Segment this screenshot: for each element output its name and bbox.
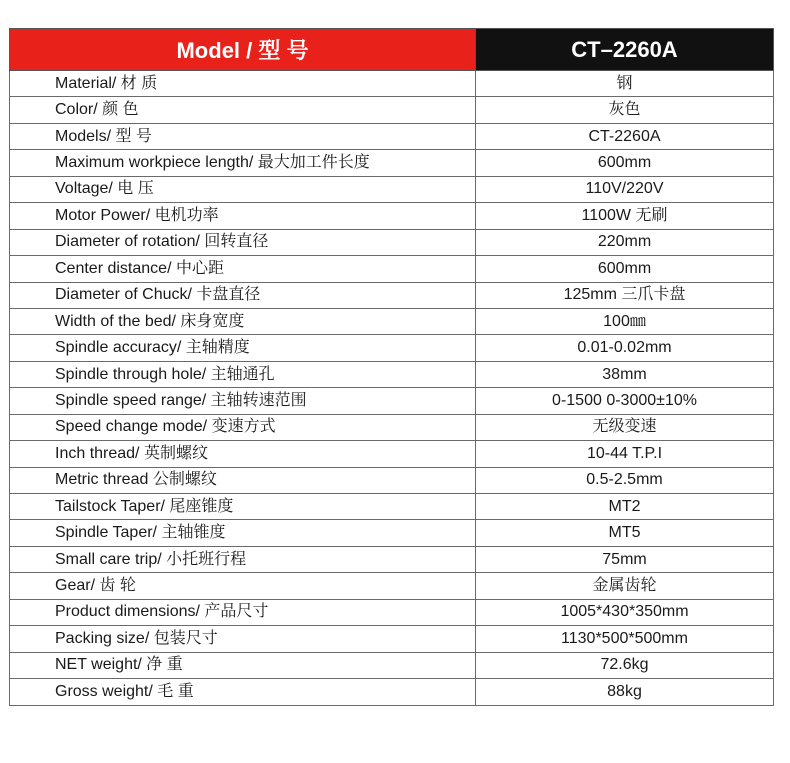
spec-label: NET weight/ 净 重 [10, 652, 476, 678]
table-row [10, 97, 774, 123]
spec-label: Speed change mode/ 变速方式 [10, 414, 476, 440]
table-row [10, 256, 774, 282]
spec-value: CT-2260A [476, 123, 774, 149]
spec-value: 金属齿轮 [476, 573, 774, 599]
table-row [10, 494, 774, 520]
spec-table [9, 28, 774, 706]
table-header-row [10, 29, 774, 71]
table-row [10, 150, 774, 176]
spec-value: MT2 [476, 494, 774, 520]
spec-value: 72.6kg [476, 652, 774, 678]
spec-label: Models/ 型 号 [10, 123, 476, 149]
table-row [10, 599, 774, 625]
model-header: Model / 型 号 [10, 29, 476, 71]
spec-label: Packing size/ 包装尺寸 [10, 626, 476, 652]
spec-value: 无级变速 [476, 414, 774, 440]
spec-value: MT5 [476, 520, 774, 546]
spec-value: 125mm 三爪卡盘 [476, 282, 774, 308]
spec-value: 0.5-2.5mm [476, 467, 774, 493]
spec-label: Spindle Taper/ 主轴锥度 [10, 520, 476, 546]
table-row [10, 441, 774, 467]
table-row [10, 652, 774, 678]
spec-value: 600mm [476, 256, 774, 282]
spec-label: Material/ 材 质 [10, 71, 476, 97]
spec-label: Motor Power/ 电机功率 [10, 203, 476, 229]
table-row [10, 176, 774, 202]
table-row [10, 573, 774, 599]
spec-value: 38mm [476, 361, 774, 387]
spec-label: Spindle accuracy/ 主轴精度 [10, 335, 476, 361]
spec-label: Inch thread/ 英制螺纹 [10, 441, 476, 467]
spec-value: 600mm [476, 150, 774, 176]
table-row [10, 679, 774, 705]
spec-label: Small care trip/ 小托班行程 [10, 546, 476, 572]
spec-label: Diameter of rotation/ 回转直径 [10, 229, 476, 255]
spec-label: Center distance/ 中心距 [10, 256, 476, 282]
table-row [10, 123, 774, 149]
table-row [10, 229, 774, 255]
spec-value: 钢 [476, 71, 774, 97]
spec-label: Maximum workpiece length/ 最大加工件长度 [10, 150, 476, 176]
spec-label: Metric thread 公制螺纹 [10, 467, 476, 493]
spec-label: Color/ 颜 色 [10, 97, 476, 123]
spec-label: Voltage/ 电 压 [10, 176, 476, 202]
table-row [10, 414, 774, 440]
spec-label: Tailstock Taper/ 尾座锥度 [10, 494, 476, 520]
spec-value: 110V/220V [476, 176, 774, 202]
model-value-header: CT–2260A [476, 29, 774, 71]
table-row [10, 546, 774, 572]
spec-label: Width of the bed/ 床身宽度 [10, 308, 476, 334]
spec-value: 88kg [476, 679, 774, 705]
table-row [10, 388, 774, 414]
spec-value: 100㎜ [476, 308, 774, 334]
spec-body [10, 71, 774, 706]
table-row [10, 282, 774, 308]
spec-label: Gross weight/ 毛 重 [10, 679, 476, 705]
spec-value: 1005*430*350mm [476, 599, 774, 625]
table-row [10, 467, 774, 493]
spec-label: Product dimensions/ 产品尺寸 [10, 599, 476, 625]
table-row [10, 203, 774, 229]
spec-value: 220mm [476, 229, 774, 255]
spec-label: Spindle speed range/ 主轴转速范围 [10, 388, 476, 414]
spec-value: 灰色 [476, 97, 774, 123]
table-row [10, 71, 774, 97]
spec-value: 10-44 T.P.I [476, 441, 774, 467]
spec-label: Gear/ 齿 轮 [10, 573, 476, 599]
spec-value: 0-1500 0-3000±10% [476, 388, 774, 414]
spec-value: 0.01-0.02mm [476, 335, 774, 361]
table-row [10, 361, 774, 387]
spec-value: 75mm [476, 546, 774, 572]
table-row [10, 308, 774, 334]
table-row [10, 335, 774, 361]
table-row [10, 520, 774, 546]
spec-value: 1100W 无刷 [476, 203, 774, 229]
spec-value: 1130*500*500mm [476, 626, 774, 652]
table-row [10, 626, 774, 652]
spec-label: Spindle through hole/ 主轴通孔 [10, 361, 476, 387]
spec-label: Diameter of Chuck/ 卡盘直径 [10, 282, 476, 308]
